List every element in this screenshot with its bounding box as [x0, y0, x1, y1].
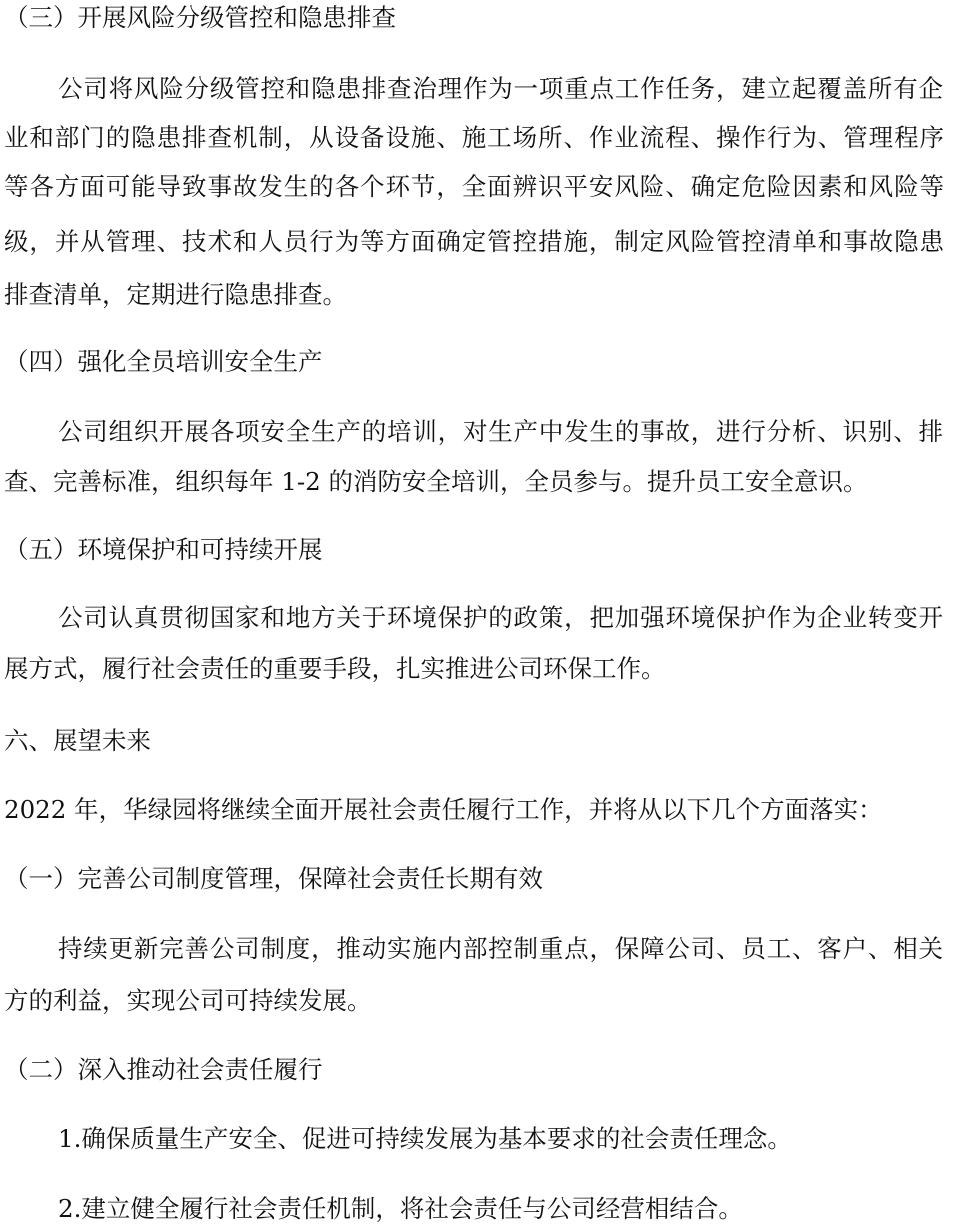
section-heading-6-2: （二）深入推动社会责任履行 [4, 1055, 323, 1084]
paragraph-line: 2022 年，华绿园将继续全面开展社会责任履行工作，并将从以下几个方面落实： [4, 795, 883, 824]
paragraph-line: 业和部门的隐患排查机制，从设备设施、施工场所、作业流程、操作行为、管理程序 [4, 123, 944, 152]
paragraph-line: 排查清单，定期进行隐患排查。 [4, 280, 347, 309]
paragraph-line: 级，并从管理、技术和人员行为等方面确定管控措施，制定风险管控清单和事故隐患 [4, 227, 944, 256]
paragraph-line: 方的利益，实现公司可持续发展。 [4, 986, 372, 1015]
list-item: 1.确保质量生产安全、促进可持续发展为基本要求的社会责任理念。 [58, 1124, 792, 1153]
paragraph-line: 公司组织开展各项安全生产的培训，对生产中发生的事故，进行分析、识别、排 [58, 417, 943, 446]
section-heading-5: （五）环境保护和可持续开展 [4, 535, 323, 564]
paragraph-line: 公司将风险分级管控和隐患排查治理作为一项重点工作任务，建立起覆盖所有企 [58, 74, 943, 103]
list-item: 2.建立健全履行社会责任机制，将社会责任与公司经营相结合。 [58, 1194, 743, 1223]
paragraph-line: 查、完善标准，组织每年 1-2 的消防安全培训，全员参与。提升员工安全意识。 [4, 467, 868, 496]
section-heading-3: （三）开展风险分级管控和隐患排查 [4, 3, 396, 32]
paragraph-line: 等各方面可能导致事故发生的各个环节，全面辨识平安风险、确定危险因素和风险等 [4, 172, 944, 201]
paragraph-line: 持续更新完善公司制度，推动实施内部控制重点，保障公司、员工、客户、相关 [58, 934, 943, 963]
section-heading-4: （四）强化全员培训安全生产 [4, 347, 323, 376]
section-heading-6: 六、展望未来 [4, 726, 151, 755]
paragraph-line: 公司认真贯彻国家和地方关于环境保护的政策，把加强环境保护作为企业转变开 [58, 603, 943, 632]
section-heading-6-1: （一）完善公司制度管理，保障社会责任长期有效 [4, 864, 543, 893]
paragraph-line: 展方式，履行社会责任的重要手段，扎实推进公司环保工作。 [4, 654, 666, 683]
